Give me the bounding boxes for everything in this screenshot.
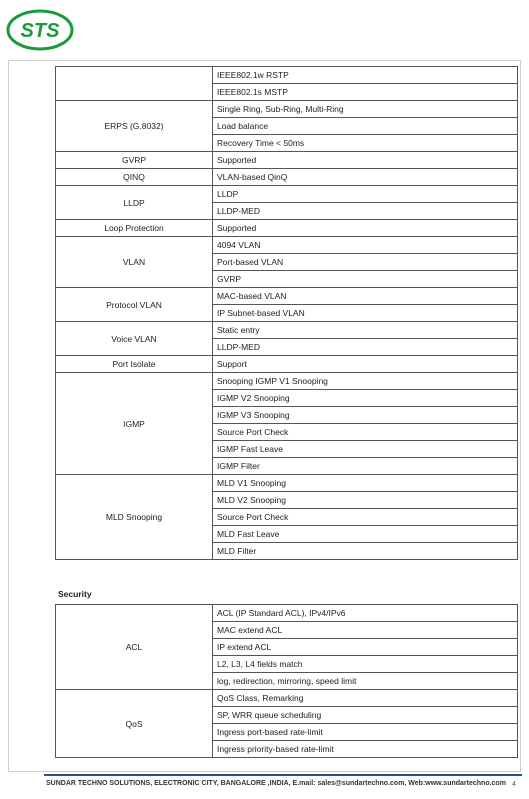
value-cell: IEEE802.1w RSTP — [213, 67, 518, 84]
value-cell: 4094 VLAN — [213, 237, 518, 254]
footer-rule — [44, 774, 522, 776]
value-cell: ACL (IP Standard ACL), IPv4/IPv6 — [213, 605, 518, 622]
table-row — [56, 690, 518, 707]
table-row — [56, 475, 518, 492]
value-cell: L2, L3, L4 fields match — [213, 656, 518, 673]
value-cell: MAC extend ACL — [213, 622, 518, 639]
spec-table-switching — [55, 66, 518, 560]
value-cell: Source Port Check — [213, 509, 518, 526]
value-cell: MLD V1 Snooping — [213, 475, 518, 492]
value-cell: IEEE802.1s MSTP — [213, 84, 518, 101]
table-row — [56, 322, 518, 339]
table-row — [56, 373, 518, 390]
category-cell: Port Isolate — [56, 356, 213, 373]
value-cell: Load balance — [213, 118, 518, 135]
category-cell — [56, 67, 213, 101]
table-row — [56, 356, 518, 373]
sts-logo — [6, 8, 74, 52]
category-cell: ERPS (G.8032) — [56, 101, 213, 152]
value-cell: Supported — [213, 220, 518, 237]
value-cell: Recovery Time < 50ms — [213, 135, 518, 152]
value-cell: Port-based VLAN — [213, 254, 518, 271]
value-cell: log, redirection, mirroring, speed limit — [213, 673, 518, 690]
table-row — [56, 237, 518, 254]
category-cell: VLAN — [56, 237, 213, 288]
category-cell: ACL — [56, 605, 213, 690]
value-cell: VLAN-based QinQ — [213, 169, 518, 186]
spec-table-security — [55, 604, 518, 758]
value-cell: Static entry — [213, 322, 518, 339]
logo-text: STS — [20, 20, 60, 42]
section-title-security: Security — [58, 589, 92, 599]
value-cell: Source Port Check — [213, 424, 518, 441]
category-cell: LLDP — [56, 186, 213, 220]
table-row — [56, 169, 518, 186]
table-row — [56, 605, 518, 622]
category-cell: MLD Snooping — [56, 475, 213, 560]
table-row — [56, 152, 518, 169]
value-cell: LLDP-MED — [213, 339, 518, 356]
value-cell: LLDP — [213, 186, 518, 203]
value-cell: Ingress priority-based rate-limit — [213, 741, 518, 758]
value-cell: QoS Class, Remarking — [213, 690, 518, 707]
page-number: 4 — [512, 781, 516, 788]
category-cell: Loop Protection — [56, 220, 213, 237]
value-cell: IP extend ACL — [213, 639, 518, 656]
table-row — [56, 288, 518, 305]
value-cell: IP Subnet-based VLAN — [213, 305, 518, 322]
value-cell: IGMP Fast Leave — [213, 441, 518, 458]
category-cell: Protocol VLAN — [56, 288, 213, 322]
value-cell: Single Ring, Sub-Ring, Multi-Ring — [213, 101, 518, 118]
table-row — [56, 101, 518, 118]
value-cell: Supported — [213, 152, 518, 169]
value-cell: MAC-based VLAN — [213, 288, 518, 305]
value-cell: Ingress port-based rate-limit — [213, 724, 518, 741]
table-row — [56, 186, 518, 203]
value-cell: MLD Fast Leave — [213, 526, 518, 543]
value-cell: MLD V2 Snooping — [213, 492, 518, 509]
category-cell: QINQ — [56, 169, 213, 186]
value-cell: IGMP V3 Snooping — [213, 407, 518, 424]
category-cell: QoS — [56, 690, 213, 758]
value-cell: LLDP-MED — [213, 203, 518, 220]
value-cell: MLD Filter — [213, 543, 518, 560]
value-cell: SP, WRR queue scheduling — [213, 707, 518, 724]
value-cell: GVRP — [213, 271, 518, 288]
value-cell: IGMP Filter — [213, 458, 518, 475]
category-cell: Voice VLAN — [56, 322, 213, 356]
value-cell: Snooping IGMP V1 Snooping — [213, 373, 518, 390]
table-row — [56, 220, 518, 237]
table-row — [56, 67, 518, 84]
category-cell: GVRP — [56, 152, 213, 169]
value-cell: Support — [213, 356, 518, 373]
category-cell: IGMP — [56, 373, 213, 475]
value-cell: IGMP V2 Snooping — [213, 390, 518, 407]
footer-contact: SUNDAR TECHNO SOLUTIONS, ELECTRONIC CITY, BANGALORE ,INDIA, E.mail: sales@sundartechno.com, Web:www.sundartechno.com — [46, 780, 506, 787]
